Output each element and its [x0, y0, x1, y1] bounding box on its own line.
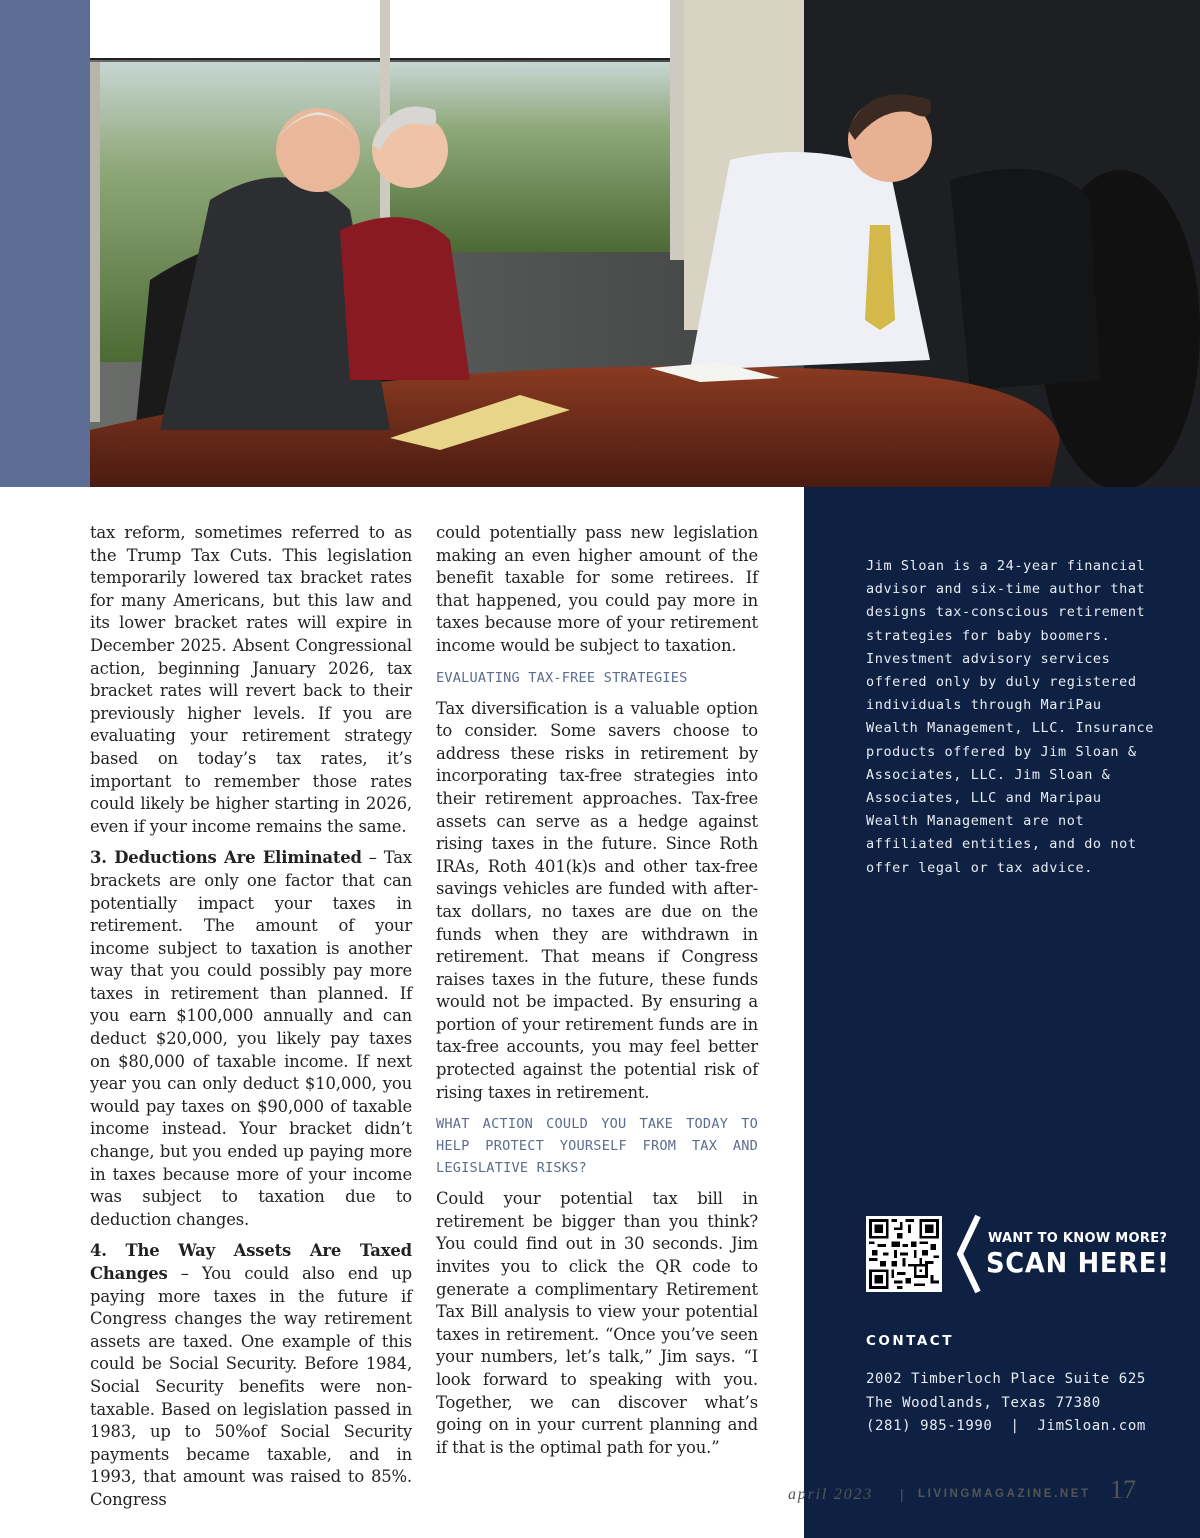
scan-prompt-large[interactable]: SCAN HERE!: [986, 1246, 1170, 1279]
article-column-right: [436, 522, 758, 1468]
heading-assets-taxed-changes: 4. The Way Assets Are Taxed Changes: [90, 1241, 412, 1283]
paragraph-trump-tax-cuts: tax reform, sometimes referred to as the Trump Tax Cuts. This legislation temporarily lowered tax bracket rates for many Americans, but this law and its lower bracket rates will expire in December 2025. Absent Congressional action, beginning January 2026, tax bracket rates will revert back to their previously higher levels. If you are evaluating your retirement strategy based on today’s tax rates, it’s important to remember those rates could likely be higher starting in 2026, even if your income remains the same.: [90, 523, 412, 836]
paragraph-deductions: [90, 847, 412, 1231]
qr-code[interactable]: [866, 1216, 942, 1292]
paragraph-legislation: could potentially pass new legislation making an even higher amount of the benefit taxable for some retirees. If that happened, you could pay more in taxes because more of your retirement income would be subject to taxation.: [436, 523, 758, 655]
meeting-photo-illustration: [90, 0, 1200, 487]
footer-date: april 2023: [788, 1486, 874, 1503]
chevron-left-icon: [954, 1212, 984, 1296]
paragraph-tax-diversification: Tax diversification is a valuable option to consider. Some savers choose to address these risks in retirement by incorporating tax-free strategies into their retirement approaches. Tax-free assets can serve as a hedge against rising taxes in the future. Since Roth IRAs, Roth 401(k)s and other tax-free savings vehicles are funded with after-tax dollars, no taxes are due on the funds when they are withdrawn in retirement. That means if Congress raises taxes in the future, these funds would not be impacted. By ensuring a portion of your retirement funds are in tax-free accounts, you may feel better protected against the potential risk of rising taxes in retirement.: [436, 698, 758, 1102]
author-bio: Jim Sloan is a 24-year financial advisor and six-time author that designs tax-conscious retirement strategies for baby boomers. Investment advisory services offered only by duly registered individuals through MariPau Wealth Management, LLC. Insurance products offered by Jim Sloan & Associates, LLC. Jim Sloan & Associates, LLC and Maripau Wealth Management are not affiliated entities, and do not offer legal or tax advice.: [866, 558, 1155, 876]
page-number: 17: [1110, 1475, 1136, 1504]
paragraph-call-to-action: Could your potential tax bill in retirement be bigger than you think? You could find out in 30 seconds. Jim invites you to click the QR code to generate a complimentary Retirement Tax Bill analysis to view your potential taxes in retirement. “Once you’ve seen your numbers, let’s talk,” Jim says. “I look forward to speaking with you. Together, we can discover what’s going on in your current planning and if that is the optimal path for you.”: [436, 1189, 758, 1457]
scan-prompt-small: WANT TO KNOW MORE?: [988, 1231, 1168, 1246]
subhead-what-action: WHAT ACTION COULD YOU TAKE TODAY TO HELP PROTECT YOURSELF FROM TAX AND LEGISLATIVE RISKS?: [436, 1116, 758, 1177]
phone-and-website[interactable]: (281) 985-1990 | JimSloan.com: [866, 1418, 1146, 1434]
article-column-left: [90, 522, 412, 1521]
qr-code-icon: [869, 1219, 939, 1289]
footer-separator: |: [900, 1486, 904, 1502]
address-line-1: 2002 Timberloch Place Suite 625: [866, 1371, 1146, 1387]
subhead-tax-free-strategies: EVALUATING TAX-FREE STRATEGIES: [436, 669, 688, 686]
paragraph-assets-taxed-body: – You could also end up paying more taxes in the future if Congress changes the way retirement assets are taxed. One example of this could be Social Security. Before 1984, Social Security benefits were non-taxable. Based on legislation passed in 1983, up to 50%of Social Security payments became taxable, and in 1993, that amount was raised to 85%. Congress: [90, 1264, 412, 1509]
contact-heading: CONTACT: [866, 1333, 954, 1349]
footer-website[interactable]: LIVINGMAGAZINE.NET: [918, 1488, 1091, 1500]
address-line-2: The Woodlands, Texas 77380: [866, 1394, 1101, 1411]
heading-deductions-eliminated: 3. Deductions Are Eliminated: [90, 848, 362, 868]
paragraph-deductions-body: – Tax brackets are only one factor that can potentially impact your taxes in retirement. The amount of your income subject to taxation is another way that you could possibly pay more taxes in retirement than planned. If you earn $100,000 annually and can deduct $20,000, you likely pay taxes on $80,000 of taxable income. If next year you can only deduct $10,000, you would pay taxes on $90,000 of taxable income instead. Your bracket didn’t change, but you ended up paying more in taxes because more of your income was subject to taxation due to deduction changes.: [90, 848, 412, 1229]
contact-details: [866, 1368, 1146, 1439]
hero-photo: [90, 0, 1200, 487]
left-accent-bar: [0, 0, 90, 487]
paragraph-assets-taxed: [90, 1240, 412, 1511]
